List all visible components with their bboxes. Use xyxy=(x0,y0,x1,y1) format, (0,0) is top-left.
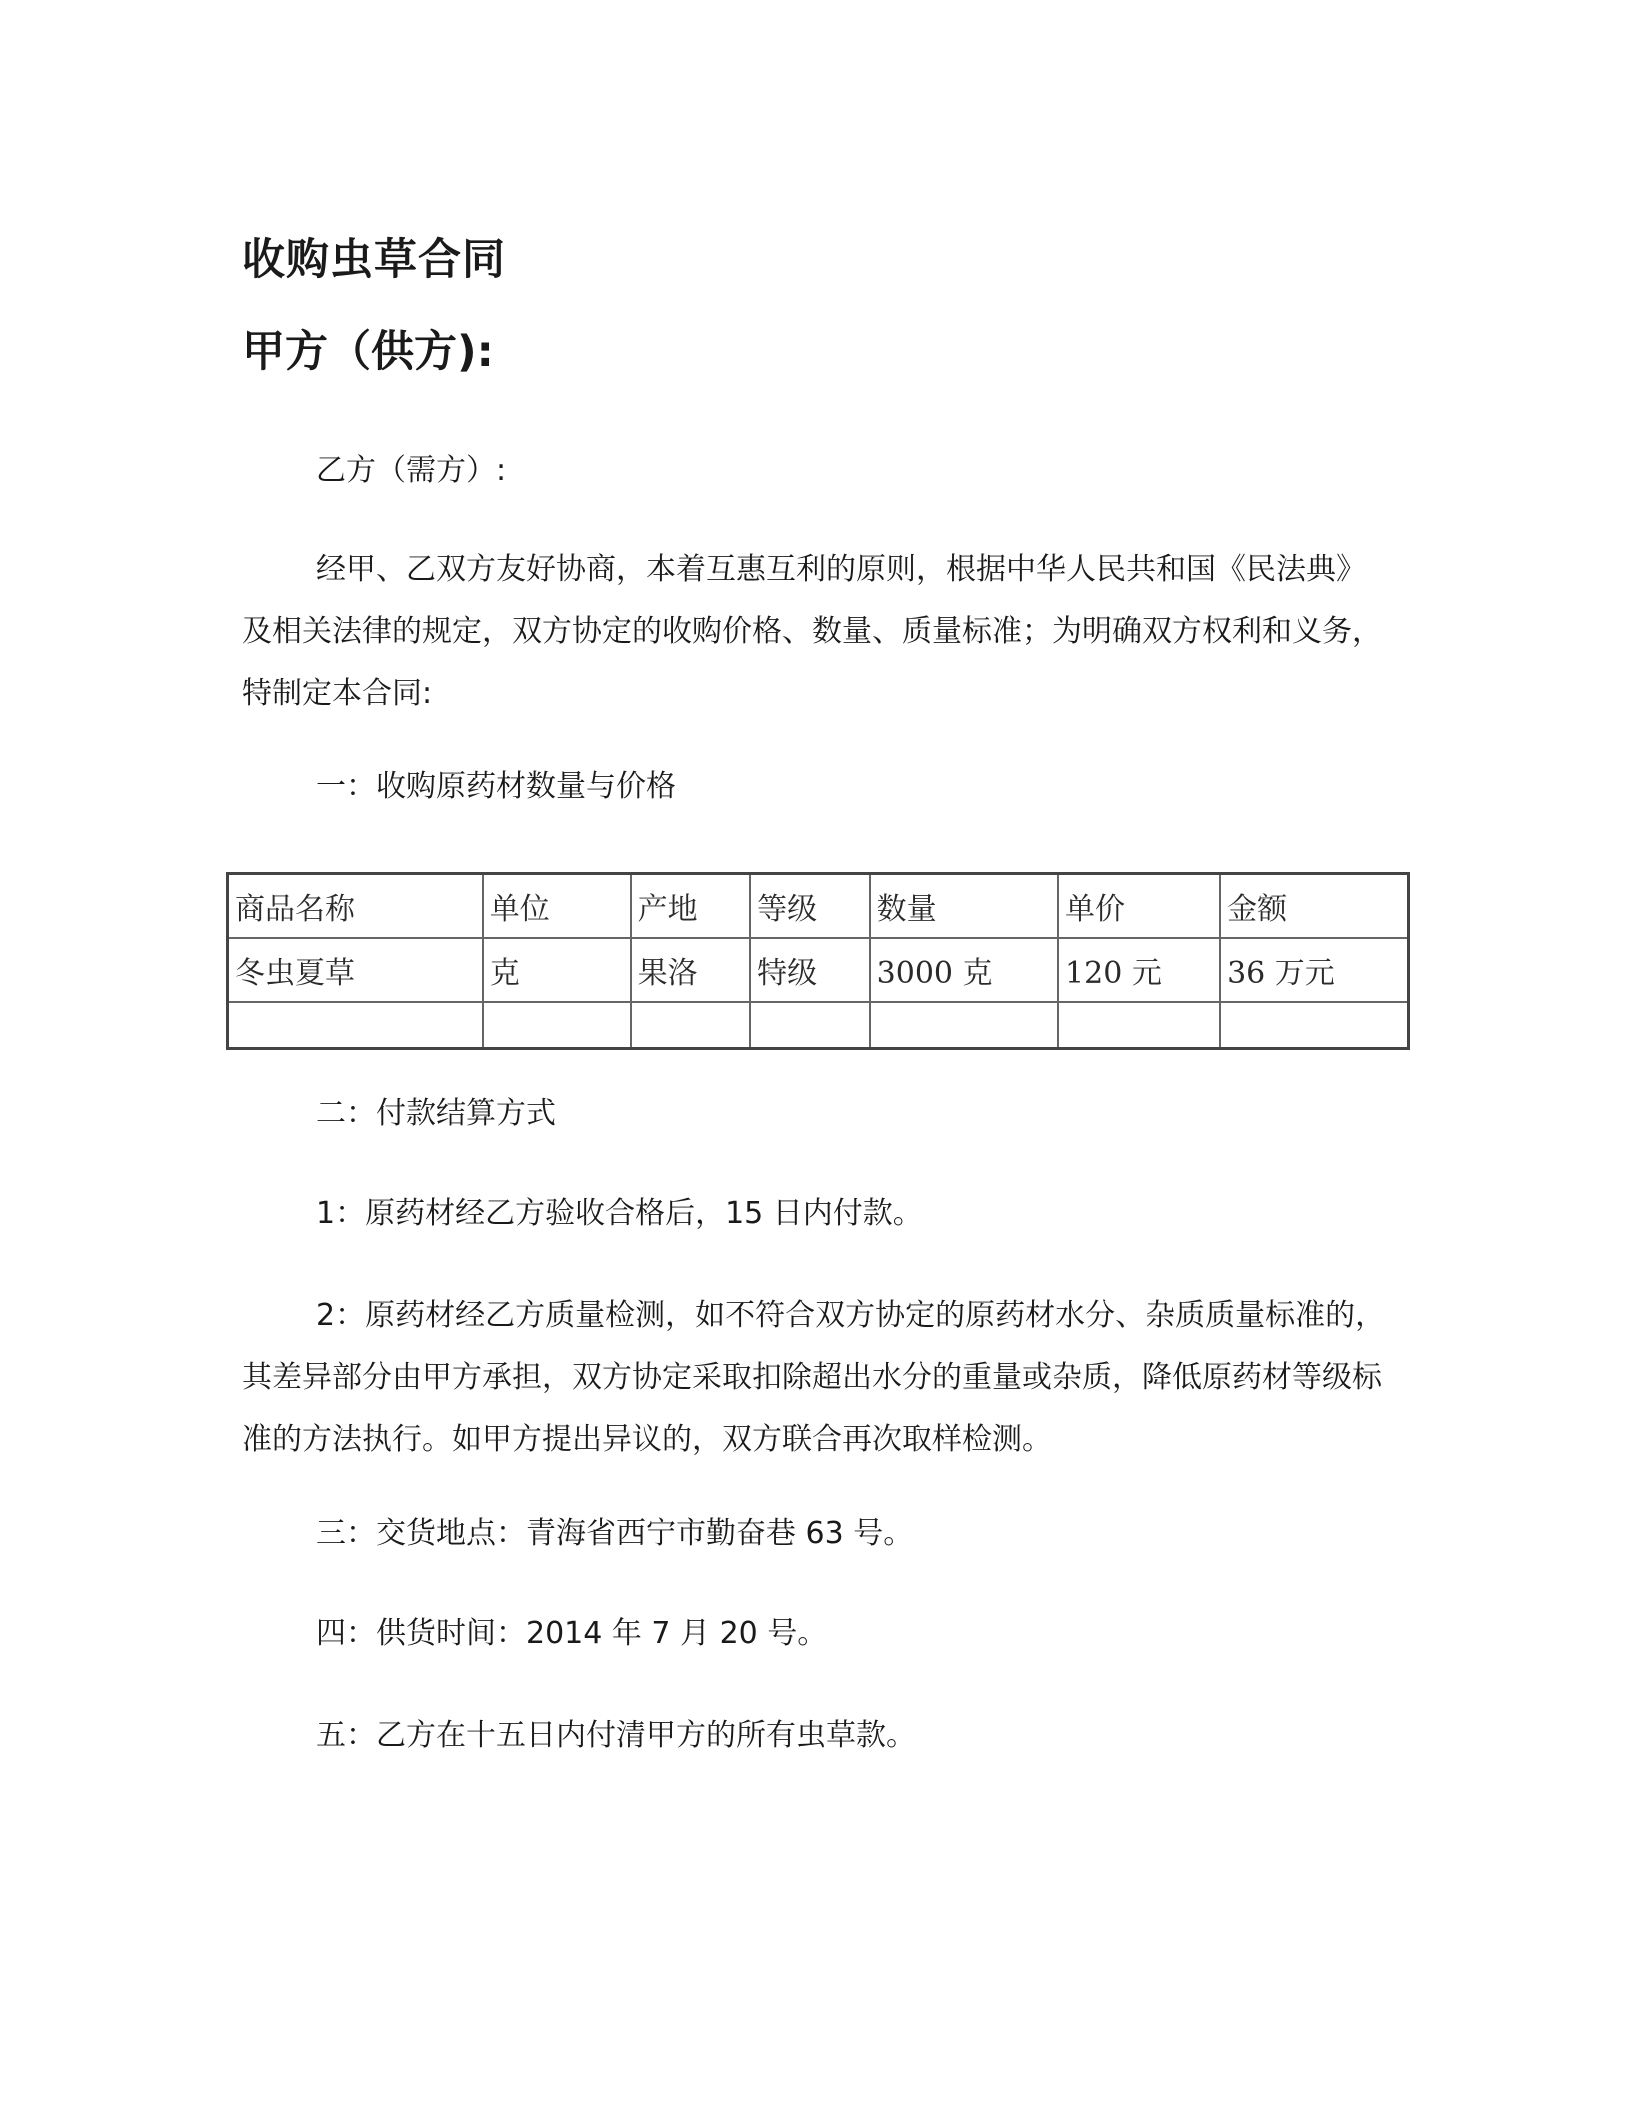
header-cell: 产地 xyxy=(631,874,751,939)
purchase-table xyxy=(226,872,1410,1050)
table-cell xyxy=(228,1002,483,1049)
section-4-delivery-time: 四：供货时间：2014 年 7 月 20 号。 xyxy=(316,1616,828,1651)
table-cell xyxy=(631,1002,751,1049)
table-cell: 120 元 xyxy=(1058,938,1220,1002)
table-cell xyxy=(870,1002,1058,1049)
document-title: 收购虫草合同 xyxy=(242,235,506,285)
clause-1: 1：原药材经乙方验收合格后，15 日内付款。 xyxy=(316,1196,923,1231)
clause-2: 2：原药材经乙方质量检测，如不符合双方协定的原药材水分、杂质质量标准的，其差异部分由甲方承担，双方协定采取扣除超出水分的重量或杂质，降低原药材等级标准的方法执行。如甲方提出异议的，双方联合再次取样检测。 xyxy=(242,1298,1386,1457)
table-cell: 果洛 xyxy=(631,938,751,1002)
table-row xyxy=(228,1002,1409,1049)
party-a-label: 甲方（供方): xyxy=(242,327,494,377)
section-5-payment-term: 五：乙方在十五日内付清甲方的所有虫草款。 xyxy=(316,1718,916,1753)
table-cell xyxy=(750,1002,870,1049)
table-cell: 3000 克 xyxy=(870,938,1058,1002)
table-cell: 克 xyxy=(483,938,631,1002)
header-cell: 商品名称 xyxy=(228,874,483,939)
party-b-label: 乙方（需方）: xyxy=(316,453,507,488)
header-cell: 等级 xyxy=(750,874,870,939)
section-3-delivery-location: 三：交货地点：青海省西宁市勤奋巷 63 号。 xyxy=(316,1516,914,1551)
table-cell: 特级 xyxy=(750,938,870,1002)
header-cell: 数量 xyxy=(870,874,1058,939)
preamble-paragraph: 经甲、乙双方友好协商，本着互惠互利的原则，根据中华人民共和国《民法典》及相关法律的规定，双方协定的收购价格、数量、质量标准；为明确双方权利和义务，特制定本合同: xyxy=(242,552,1382,711)
section-2-heading: 二：付款结算方式 xyxy=(316,1096,556,1131)
table-cell: 冬虫夏草 xyxy=(228,938,483,1002)
table-row xyxy=(228,938,1409,1002)
section-1-heading: 一：收购原药材数量与价格 xyxy=(316,769,676,804)
header-cell: 单价 xyxy=(1058,874,1220,939)
table-cell: 36 万元 xyxy=(1220,938,1408,1002)
table-cell xyxy=(1058,1002,1220,1049)
header-cell: 金额 xyxy=(1220,874,1408,939)
table-header-row xyxy=(228,874,1409,939)
table-cell xyxy=(483,1002,631,1049)
header-cell: 单位 xyxy=(483,874,631,939)
table-cell xyxy=(1220,1002,1408,1049)
